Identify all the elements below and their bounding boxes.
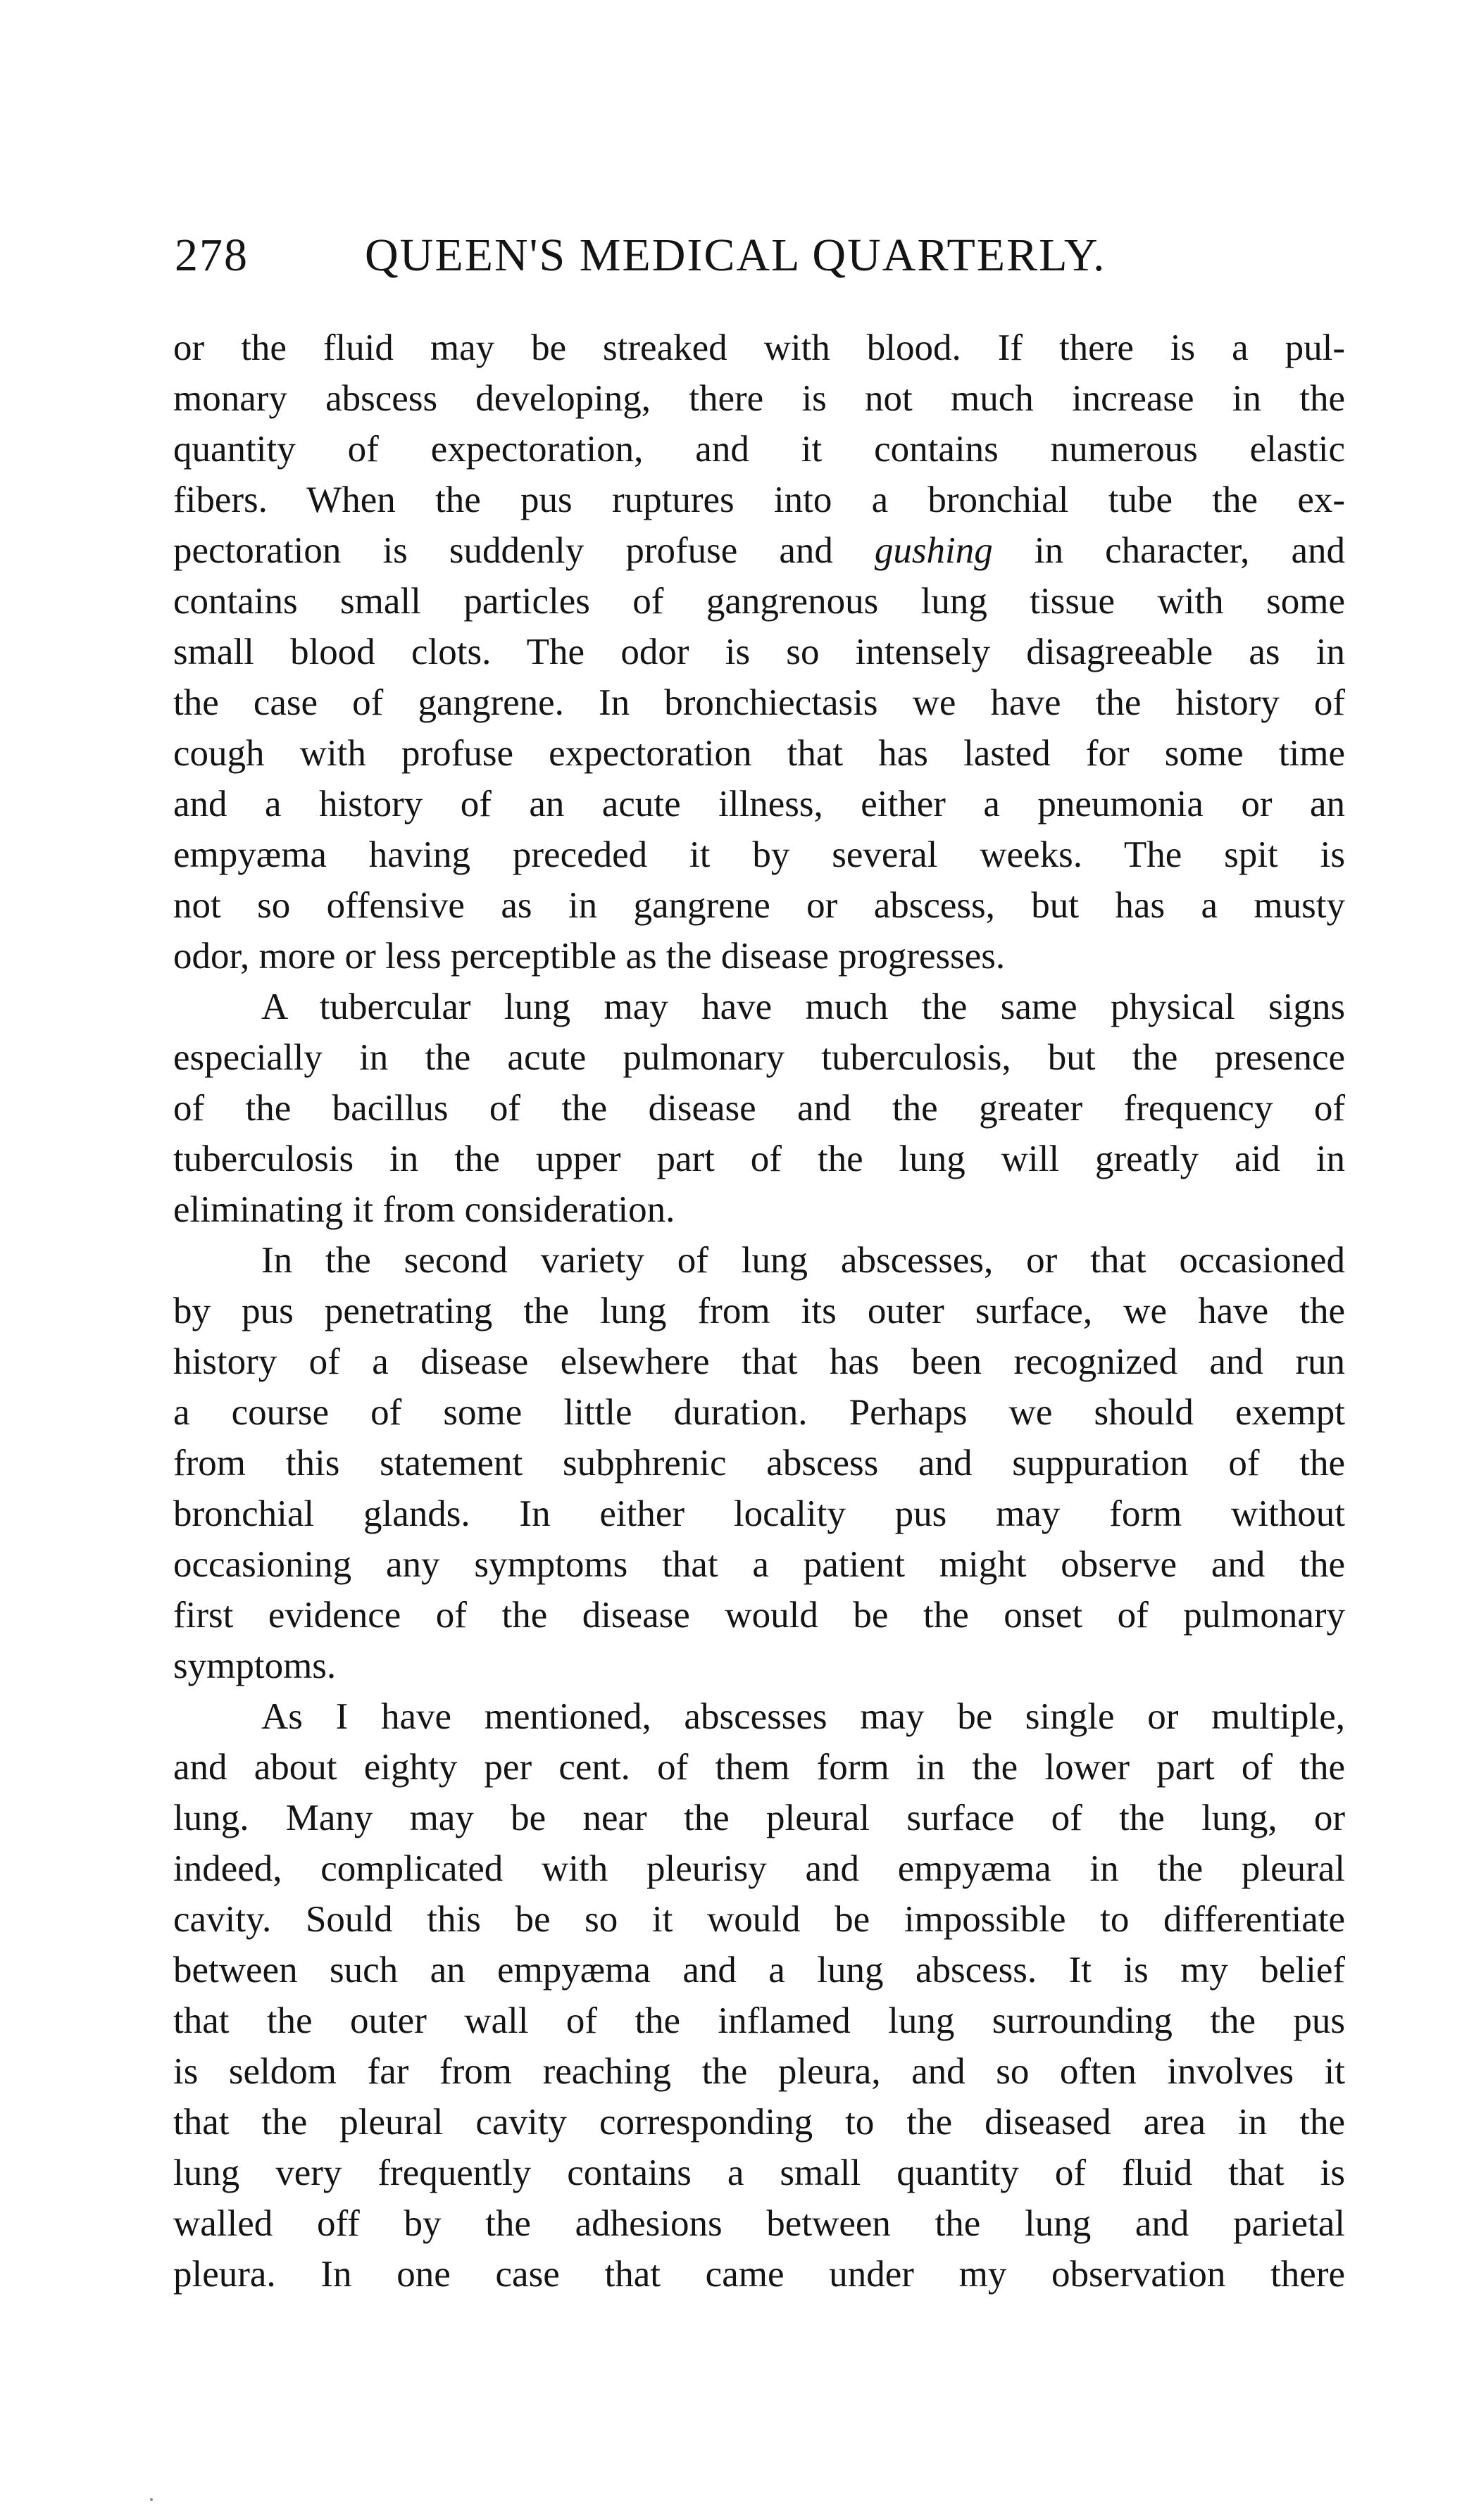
text-line: monary abscess developing, there is not much increase in the — [173, 378, 1345, 419]
text-line: and about eighty per cent. of them form in the lower part of the — [173, 1747, 1345, 1788]
text-line: quantity of expectoration, and it contains numerous elastic — [173, 429, 1345, 470]
text-line: A tubercular lung may have much the same physical signs — [261, 986, 1345, 1027]
text-line: small blood clots. The odor is so intensely disagreeable as in — [173, 632, 1345, 672]
text-line: not so offensive as in gangrene or abscess, but has a musty — [173, 885, 1345, 926]
page-number: 278 — [175, 230, 249, 281]
running-title: QUEEN'S MEDICAL QUARTERLY. — [365, 230, 1106, 281]
page-header — [175, 224, 1372, 287]
text-line: symptoms. — [173, 1645, 337, 1686]
text-line: tuberculosis in the upper part of the lung will greatly aid in — [173, 1139, 1345, 1179]
text-line: As I have mentioned, abscesses may be single or multiple, — [261, 1696, 1345, 1737]
text-line: or the fluid may be streaked with blood. If there is a pul- — [173, 327, 1345, 368]
body-text — [173, 322, 1345, 2300]
text-line: fibers. When the pus ruptures into a bronchial tube the ex- — [173, 479, 1345, 520]
text-line: occasioning any symptoms that a patient might observe and the — [173, 1544, 1345, 1585]
text-line: odor, more or less perceptible as the disease progresses. — [173, 936, 1006, 977]
text-line: cavity. Sould this be so it would be impossible to differentiate — [173, 1899, 1345, 1940]
text-line: lung. Many may be near the pleural surface of the lung, or — [173, 1798, 1345, 1838]
text-line: cough with profuse expectoration that has lasted for some time — [173, 733, 1345, 774]
paragraph — [173, 1691, 1345, 2300]
text-line: the case of gangrene. In bronchiectasis we have the history of — [173, 682, 1345, 723]
text-line: especially in the acute pulmonary tuberculosis, but the presence — [173, 1037, 1345, 1078]
paragraph — [173, 982, 1345, 1235]
text-line: by pus penetrating the lung from its outer surface, we have the — [173, 1291, 1345, 1331]
text-line: first evidence of the disease would be the onset of pulmonary — [173, 1595, 1345, 1636]
emphasized-word: gushing — [874, 530, 993, 571]
text-line: lung very frequently contains a small quantity of fluid that is — [173, 2152, 1345, 2193]
text-line: eliminating it from consideration. — [173, 1189, 675, 1230]
text-line: bronchial glands. In either locality pus may form without — [173, 1493, 1345, 1534]
text-line: walled off by the adhesions between the lung and parietal — [173, 2203, 1345, 2244]
text-line: and a history of an acute illness, either a pneumonia or an — [173, 784, 1345, 825]
text-line: that the outer wall of the inflamed lung surrounding the pus — [173, 2000, 1345, 2041]
text-line: contains small particles of gangrenous lung tissue with some — [173, 581, 1345, 622]
text-line: empyæma having preceded it by several weeks. The spit is — [173, 834, 1345, 875]
scan-speck — [150, 2498, 153, 2501]
text-line: history of a disease elsewhere that has been recognized and run — [173, 1341, 1345, 1382]
paragraph — [173, 322, 1345, 982]
text-line: indeed, complicated with pleurisy and empyæma in the pleural — [173, 1848, 1345, 1889]
text-line: between such an empyæma and a lung abscess. It is my belief — [173, 1950, 1345, 1991]
text-line: In the second variety of lung abscesses, or that occasioned — [261, 1240, 1345, 1281]
text-line: from this statement subphrenic abscess and suppuration of the — [173, 1443, 1345, 1484]
paragraph — [173, 1235, 1345, 1691]
text-line: of the bacillus of the disease and the greater frequency of — [173, 1088, 1345, 1129]
text-line: that the pleural cavity corresponding to the diseased area in the — [173, 2102, 1345, 2143]
text-line: is seldom far from reaching the pleura, and so often involves it — [173, 2051, 1345, 2092]
text-line: a course of some little duration. Perhaps we should exempt — [173, 1392, 1345, 1433]
text-line: pectoration is suddenly profuse and gushing in character, and — [173, 530, 1345, 571]
text-line: pleura. In one case that came under my observation there — [173, 2254, 1345, 2295]
